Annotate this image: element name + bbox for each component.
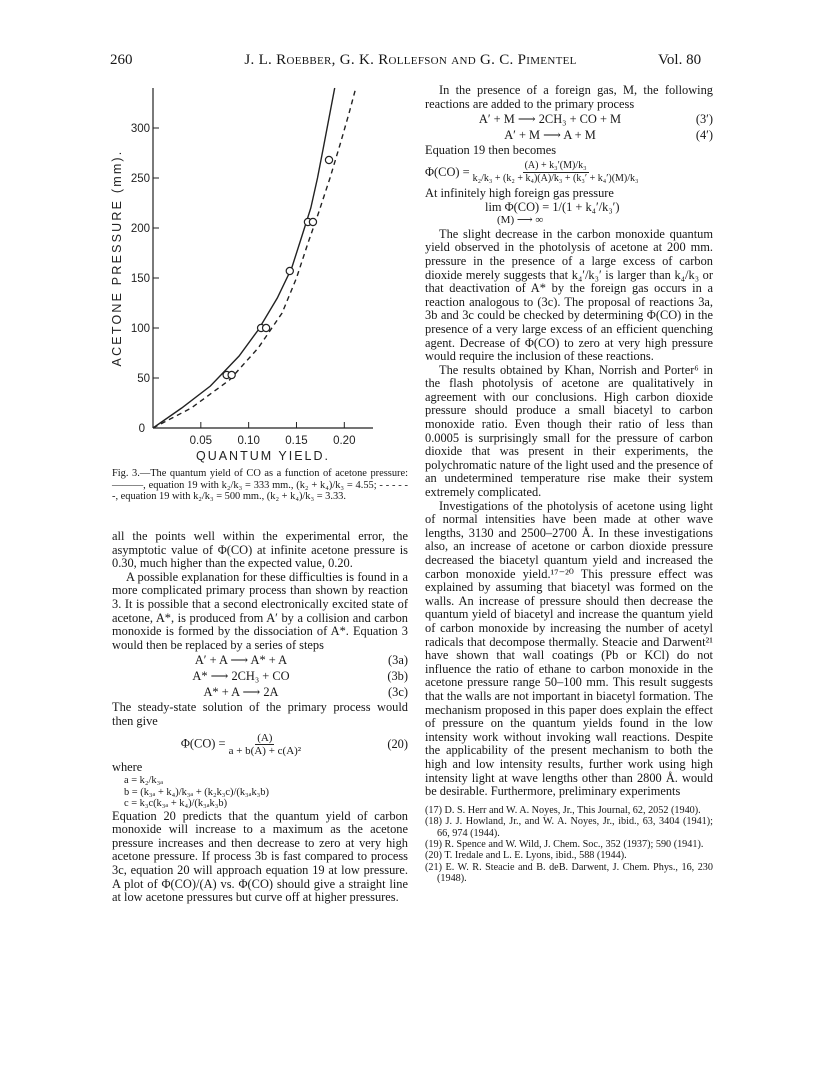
origin-label: 0 [138,423,145,435]
y-tick-label: 100 [130,323,150,335]
x-tick-label: 0.10 [237,435,260,447]
def-c: c = k₃c(k₃ₐ + k₄)/(k₃ₐk₃b) [124,798,228,810]
equation-4-prime: A′ + M ⟶ A + M (4′) [504,127,713,142]
limit-expression: lim Φ(CO) = 1/(1 + k₄′/k₃′) (M) ⟶ ∞ [485,199,620,227]
left-paragraph-1: all the points well within the experimental error, the asymptotic value of Φ(CO) at infinite acetone pressure is 0.30, much higher than the expected value, 0.20. [112,529,408,571]
y-tick-label: 150 [130,273,150,285]
left-paragraph-3: The steady-state solution of the primary process would then give [112,700,408,728]
figure-3 [108,80,413,465]
x-axis-label: QUANTUM YIELD. [195,449,331,463]
equation-3b: A* ⟶ 2CH₃ + CO (3b) [192,668,408,683]
y-tick-label: 50 [137,373,150,385]
right-column [425,84,713,885]
volume-label: Vol. 80 [658,52,702,68]
left-paragraph-2: A possible explanation for these difficulties is found in a more complicated primary process than shown by reaction 3. It is possible that a second electronically excited state of acetone, A*, is produced from A′ by a collision and carbon monoxide is formed by the dissociation of A*. Equation 3 would then be replaced by a series of steps [112,569,408,652]
right-paragraph-4: The slight decrease in the carbon monoxide quantum yield observed in the photolysis of acetone at 200 mm. pressure in the presence of a large excess of carbon dioxide merely suggests that k₄′/k₃′ is larger than k₄/k₃ or that deactivation of A* by the foreign gas occurs in a reaction analogous to (3c). The proposal of reactions 3a, 3b and 3c could be checked by determining Φ(CO) in the presence of a very large excess of an efficient quenching agent. Decrease of Φ(CO) to zero at very high pressure would require the inclusion of these reactions. [425,226,713,364]
y-tick-label: 250 [130,173,150,185]
right-paragraph-1: In the presence of a foreign gas, M, the following reactions are added to the primary process [425,83,713,111]
equation-foreign-gas: Φ(CO) = $\frac{\text{(A) + k₃′(M)/k₃}}{\text{k₂/k₃ + (k₂ + k₄)(A)/k₃ + (k₃′ + k₄′)(M)/k₃}}$ [425,159,639,184]
def-a: a = k₂/k₃ₐ [124,774,164,786]
equation-20: Φ(CO) = $\frac{(A)}{\text{a + b(A) + c(A)²}}$ (20) [180,732,408,758]
y-tick-label: 200 [130,223,150,235]
where-label: where [112,760,143,775]
data-point-marker [262,324,269,331]
constant-definitions [112,775,408,810]
footnote-21: (21) E. W. R. Steacie and B. deB. Darwent, J. Chem. Phys., 16, 230 (1948). [425,861,713,885]
running-head-authors: J. L. Roebber, G. K. Rollefson and G. C. Pimentel [244,52,577,68]
footnotes [425,805,713,885]
equation-3-prime: A′ + M ⟶ 2CH₃ + CO + M (3′) [478,112,713,127]
y-tick-label: 300 [130,123,150,135]
x-tick-label: 0.05 [189,435,213,447]
right-paragraph-6: Investigations of the photolysis of acetone using light of normal intensities have been made at other wave lengths, 3130 and 2500–2700 Å. In these investigations also, an increase of acetone or carbon dioxide pressure decreased the biacetyl quantum yield and increased the carbon monoxide yield.¹⁷⁻²⁰ This pressure effect was explained by assuming that biacetyl was formed on the walls. An increase of pressure should then decrease the quantum yield of biacetyl and increase the quantum yield of carbon monoxide by increasing the number of acetyl radicals that decompose thermally. Steacie and Darwent²¹ have shown that wall coatings (Pb or KCl) do not influence the ratio of ethane to carbon monoxide in the acetone pressure range 50–100 mm. This result suggests that the walls are not important in biacetyl formation. The mechanism proposed in this paper does explain the effect of pressure on the quantum yields found in the low intensity work without invoking wall reactions. Despite the applicability of the present mechanism to both the high and low intensity results, further work using high intensity light at wave lengths other than 2800 Å. would be desirable. Furthermore, preliminary experiments [425,498,713,799]
solid-curve [153,88,335,428]
page-number: 260 [110,52,133,68]
y-axis-label: ACETONE PRESSURE (mm). [110,149,124,367]
equation-3c: A* + A ⟶ 2A (3c) [203,684,408,699]
data-point-marker [286,267,293,274]
quantum-yield-chart [108,80,413,465]
footnote-19: (19) R. Spence and W. Wild, J. Chem. Soc., 352 (1937); 590 (1941). [425,838,704,850]
right-paragraph-2: Equation 19 then becomes [425,143,557,158]
data-point-marker [309,218,316,225]
right-paragraph-5: The results obtained by Khan, Norrish and Porter⁶ in the flash photolysis of acetone are qualitatively in agreement with our conclusions. High carbon dioxide pressure should produce a small biacetyl to carbon monoxide ratio. Even though their ratio of less than 0.0005 is surprisingly small for the pressure of carbon dioxide that was present in their experiments, the polychromatic nature of the light used and the presence of an undetermined temperature rise make their system extremely complicated. [425,362,713,500]
def-b: b = (k₃ₐ + k₄)/k₃ₐ + (k₂k₃c)/(k₃ₐk₃b) [124,786,269,798]
equation-3a: A′ + A ⟶ A* + A (3a) [194,653,408,668]
footnote-17: (17) D. S. Herr and W. A. Noyes, Jr., This Journal, 62, 2052 (1940). [425,804,701,816]
x-tick-label: 0.15 [285,435,308,447]
footnote-20: (20) T. Iredale and L. E. Lyons, ibid., 588 (1944). [425,850,627,862]
figure-caption: Fig. 3.—The quantum yield of CO as a function of acetone pressure: ———, equation 19 with k₂/k₃ = 333 mm., (k₂ + k₄)/k₃ = 4.55; - - - - - -, equation 19 with k₂/k₃ = 500 mm., (k₂ + k₄)/k₃ = 3.33. [112,468,408,503]
footnote-18: (18) J. J. Howland, Jr., and W. A. Noyes, Jr., ibid., 63, 3404 (1941); 66, 974 (1944). [425,816,713,839]
left-column [112,530,408,905]
data-point-marker [228,371,235,378]
right-paragraph-3: At infinitely high foreign gas pressure [425,185,614,200]
data-point-marker [325,156,332,163]
left-paragraph-4: Equation 20 predicts that the quantum yield of carbon monoxide will increase to a maximum as the acetone pressure increases and then decrease to zero at very high acetone pressure. If process 3b is fast compared to process 3c, equation 20 will approach equation 19 at low pressure. A plot of Φ(CO)/(A) vs. Φ(CO) should give a straight line at low acetone pressures but curve off at higher pressures. [112,808,408,905]
x-tick-label: 0.20 [333,435,356,447]
